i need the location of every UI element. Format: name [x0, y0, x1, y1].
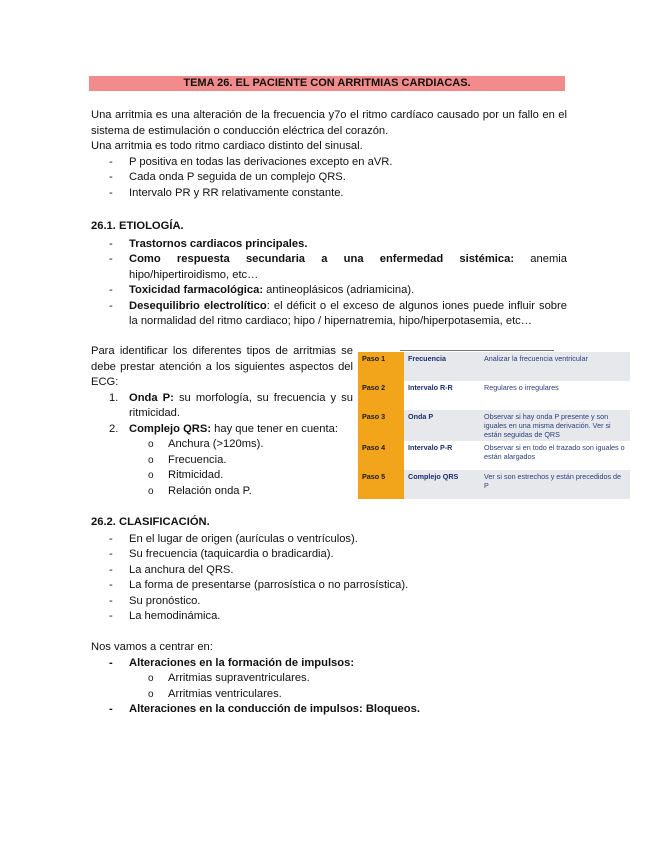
list-item — [91, 283, 567, 299]
step-name: Frecuencia — [408, 354, 446, 363]
table-row — [358, 352, 630, 381]
intro-paragraph: Una arritmia es una alteración de la frecuencia y7o el ritmo cardíaco causado por un fallo en el sistema de estimulación o conducción eléctrica del corazón. — [91, 109, 567, 137]
step-number: Paso 1 — [358, 352, 404, 381]
focus-sublist — [91, 671, 567, 702]
table-row — [358, 381, 630, 410]
item-bold: Toxicidad farmacológica: — [129, 284, 264, 296]
item-text: antineoplásicos (adriamicina). — [263, 284, 415, 296]
step-name: Onda P — [408, 412, 434, 421]
step-number: Paso 2 — [358, 381, 404, 410]
item-bold: Onda P: — [129, 391, 174, 404]
item-number: 2. — [109, 422, 119, 435]
list-item: - La anchura del QRS. — [91, 563, 567, 579]
ecg-steps-table — [358, 352, 630, 499]
list-item: o Frecuencia. — [91, 453, 353, 469]
table-top-rule — [400, 350, 554, 351]
list-item: - P positiva en todas las derivaciones excepto en aVR. — [91, 155, 567, 171]
list-item: o Arritmias supraventriculares. — [91, 671, 567, 687]
table-row — [358, 410, 630, 441]
step-name: Intervalo P-R — [408, 443, 453, 452]
item-bold: Complejo QRS: — [129, 422, 212, 435]
list-item: - La forma de presentarse (parrosística o no parrosística). — [91, 578, 567, 594]
intro-section — [91, 108, 567, 201]
item-bold: Trastornos cardiacos principales. — [129, 237, 308, 250]
step-name: Complejo QRS — [408, 472, 459, 481]
list-item: - Alteraciones en la conducción de impulsos: Bloqueos. — [91, 702, 567, 718]
list-item: - En el lugar de origen (aurículas o ventrículos). — [91, 532, 567, 548]
list-item — [91, 237, 567, 253]
step-description: Observar si en todo el trazado son iguales o están alargados — [484, 443, 625, 461]
focus-list — [91, 656, 567, 672]
etiology-section — [91, 219, 567, 330]
document-title: TEMA 26. EL PACIENTE CON ARRITMIAS CARDIACAS. — [89, 76, 565, 91]
item-bold: Como respuesta secundaria a una enfermedad sistémica: — [129, 253, 515, 265]
item-text: : el déficit o el exceso de algunos iones puede influir sobre la normalidad del ritmo cardiaco; hipo / hipernatremia, hipo/hiperpotasemia, etc… — [129, 299, 567, 327]
list-item — [91, 299, 567, 330]
list-item — [91, 391, 353, 422]
step-description: Ver si son estrechos y están precedidos de P — [484, 472, 622, 490]
item-text: hay que tener en cuenta: — [211, 422, 338, 435]
item-bold: Desequilibrio electrolítico — [129, 299, 267, 312]
focus-intro: Nos vamos a centrar en: — [91, 641, 213, 653]
list-item: - Intervalo PR y RR relativamente constante. — [91, 186, 567, 202]
step-description: Analizar la frecuencia ventricular — [484, 354, 588, 363]
sinus-criteria-list — [91, 155, 567, 202]
classification-heading: 26.2. CLASIFICACIÓN. — [91, 516, 210, 528]
item-text: anemia hipo/hipertiroidismo, etc… — [129, 253, 567, 281]
step-description: Regulares o irregulares — [484, 383, 559, 392]
table-row — [358, 441, 630, 470]
etiology-heading: 26.1. ETIOLOGÍA. — [91, 220, 184, 232]
list-item: - La hemodinámica. — [91, 609, 567, 625]
list-item: o Ritmicidad. — [91, 468, 353, 484]
ecg-aspects-list — [91, 391, 353, 438]
list-item: - Su pronóstico. — [91, 594, 567, 610]
ecg-section — [91, 344, 353, 499]
ecg-intro: Para identificar los diferentes tipos de arritmias se debe prestar atención a los siguientes aspectos del ECG: — [91, 345, 353, 388]
focus-section — [91, 640, 567, 718]
step-number: Paso 3 — [358, 410, 404, 441]
list-item: o Anchura (>120ms). — [91, 437, 353, 453]
intro-sinus-line: Una arritmia es todo ritmo cardiaco distinto del sinusal. — [91, 140, 363, 152]
list-item: o Relación onda P. — [91, 484, 353, 500]
classification-section — [91, 515, 567, 625]
step-name: Intervalo R-R — [408, 383, 453, 392]
focus-list-2 — [91, 702, 567, 718]
list-item: - Su frecuencia (taquicardia o bradicardia). — [91, 547, 567, 563]
item-text: su morfología, su frecuencia y su ritmicidad. — [129, 391, 353, 419]
list-item: - Alteraciones en la formación de impulsos: — [91, 656, 567, 672]
qrs-sublist — [91, 437, 353, 499]
list-item: - Cada onda P seguida de un complejo QRS. — [91, 170, 567, 186]
step-description: Observar si hay onda P presente y son iguales en una misma derivación. Ver si están seguidas de QRS — [484, 412, 611, 439]
step-number: Paso 4 — [358, 441, 404, 470]
table-row — [358, 470, 630, 499]
step-number: Paso 5 — [358, 470, 404, 499]
list-item — [91, 422, 353, 438]
item-number: 1. — [109, 391, 119, 404]
classification-list — [91, 532, 567, 625]
etiology-list — [91, 237, 567, 330]
list-item: o Arritmias ventriculares. — [91, 687, 567, 703]
list-item — [91, 252, 567, 283]
